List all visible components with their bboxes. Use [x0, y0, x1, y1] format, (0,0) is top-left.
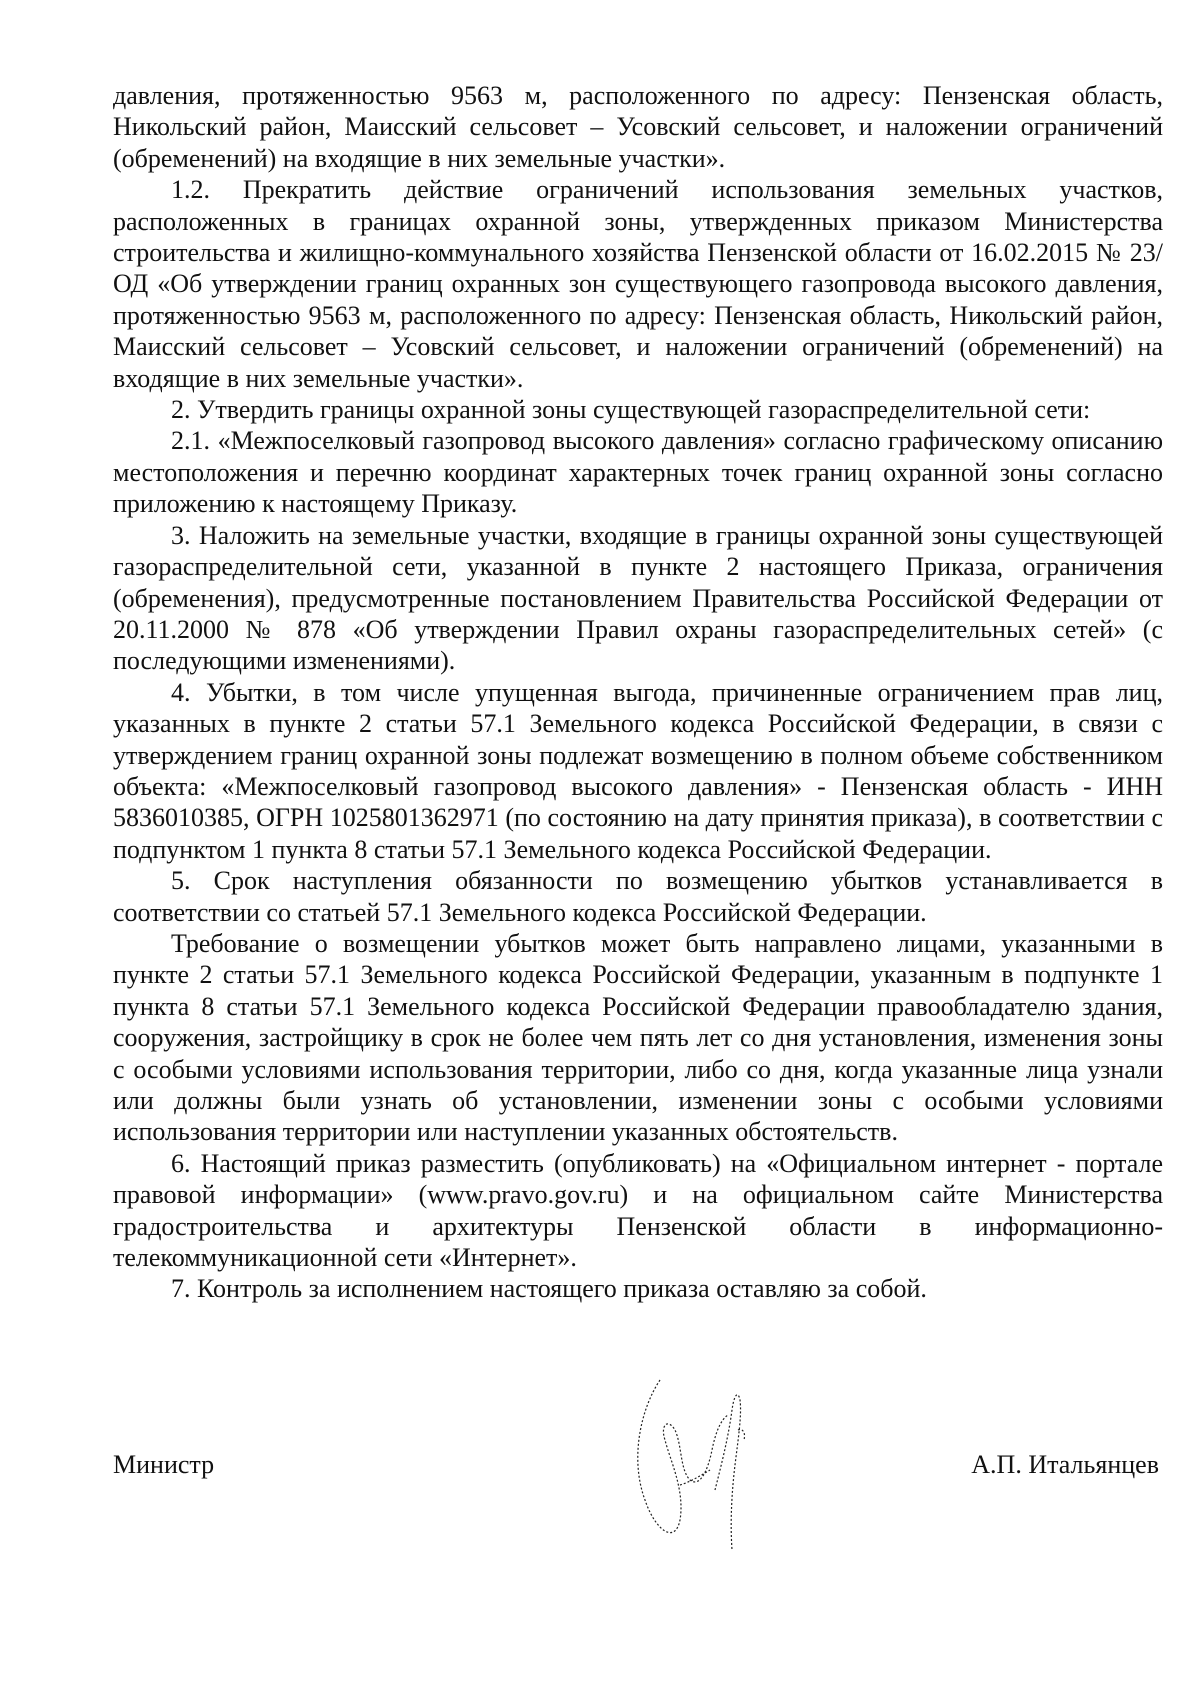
signature-block — [113, 1448, 1163, 1488]
paragraph-4: 4. Убытки, в том числе упущенная выгода, причиненные ограничением прав лиц, указанных в пункте 2 статьи 57.1 Земельного кодекса Российской Федерации, в связи с утверждением границ охранной зоны подлежат возмещению в полном объеме собственником объекта: «Межпоселковый газопровод высокого давления» - Пензенская область - ИНН 5836010385, ОГРН 1025801362971 (по состоянию на дату принятия приказа), в соответствии с подпунктом 1 пункта 8 статьи 57.1 Земельного кодекса Российской Федерации. — [113, 677, 1163, 864]
paragraph-3: 3. Наложить на земельные участки, входящие в границы охранной зоны существующей газораспределительной сети, указанной в пункте 2 настоящего Приказа, ограничения (обременения), предусмотренные постановлением Правительства Российской Федерации от 20.11.2000 № 878 «Об утверждении Правил охраны газораспределительных сетей» (с последующими изменениями). — [113, 520, 1163, 676]
signer-position: Министр — [113, 1450, 215, 1479]
paragraph-7: 7. Контроль за исполнением настоящего приказа оставляю за собой. — [171, 1274, 927, 1304]
paragraph-1-2: 1.2. Прекратить действие ограничений использования земельных участков, расположенных в границах охранной зоны, утвержденных приказом Министерства строительства и жилищно-коммунального хозяйства Пензенской области от 16.02.2015 № 23/ОД «Об утверждении границ охранных зон существующего газопровода высокого давления, протяженностью 9563 м, расположенного по адресу: Пензенская область, Никольский район, Маисский сельсовет – Усовский сельсовет, и наложении ограничений (обременений) на входящие в них земельные участки». — [113, 175, 1163, 393]
paragraph-continuation: давления, протяженностью 9563 м, расположенного по адресу: Пензенская область, Никольский район, Маисский сельсовет – Усовский сельсовет, и наложении ограничений (обременений) на входящие в них земельные участки». — [113, 81, 1163, 173]
document-body — [113, 80, 1163, 1305]
signer-name: А.П. Итальянцев — [971, 1450, 1159, 1479]
paragraph-2: 2. Утвердить границы охранной зоны существующей газораспределительной сети: — [171, 395, 1091, 425]
paragraph-claim: Требование о возмещении убытков может быть направлено лицами, указанными в пункте 2 статьи 57.1 Земельного кодекса Российской Федерации, указанным в подпункте 1 пункта 8 статьи 57.1 Земельного кодекса Российской Федерации правообладателю здания, сооружения, застройщику в срок не более чем пять лет со дня установления, изменения зоны с особыми условиями использования территории, либо со дня, когда указанные лица узнали или должны были узнать об установлении, изменении зоны с особыми условиями использования территории или наступлении указанных обстоятельств. — [113, 928, 1163, 1147]
paragraph-2-1: 2.1. «Межпоселковый газопровод высокого давления» согласно графическому описанию местоположения и перечню координат характерных точек границ охранной зоны согласно приложению к настоящему Приказу. — [113, 426, 1163, 519]
paragraph-5: 5. Срок наступления обязанности по возмещению убытков устанавливается в соответствии со статьей 57.1 Земельного кодекса Российской Федерации. — [113, 866, 1163, 927]
paragraph-6: 6. Настоящий приказ разместить (опубликовать) на «Официальном интернет - портале правовой информации» (www.pravo.gov.ru) и на официальном сайте Министерства градостроительства и архитектуры Пензенской области в информационно-телекоммуникационной сети «Интернет». — [113, 1148, 1163, 1273]
